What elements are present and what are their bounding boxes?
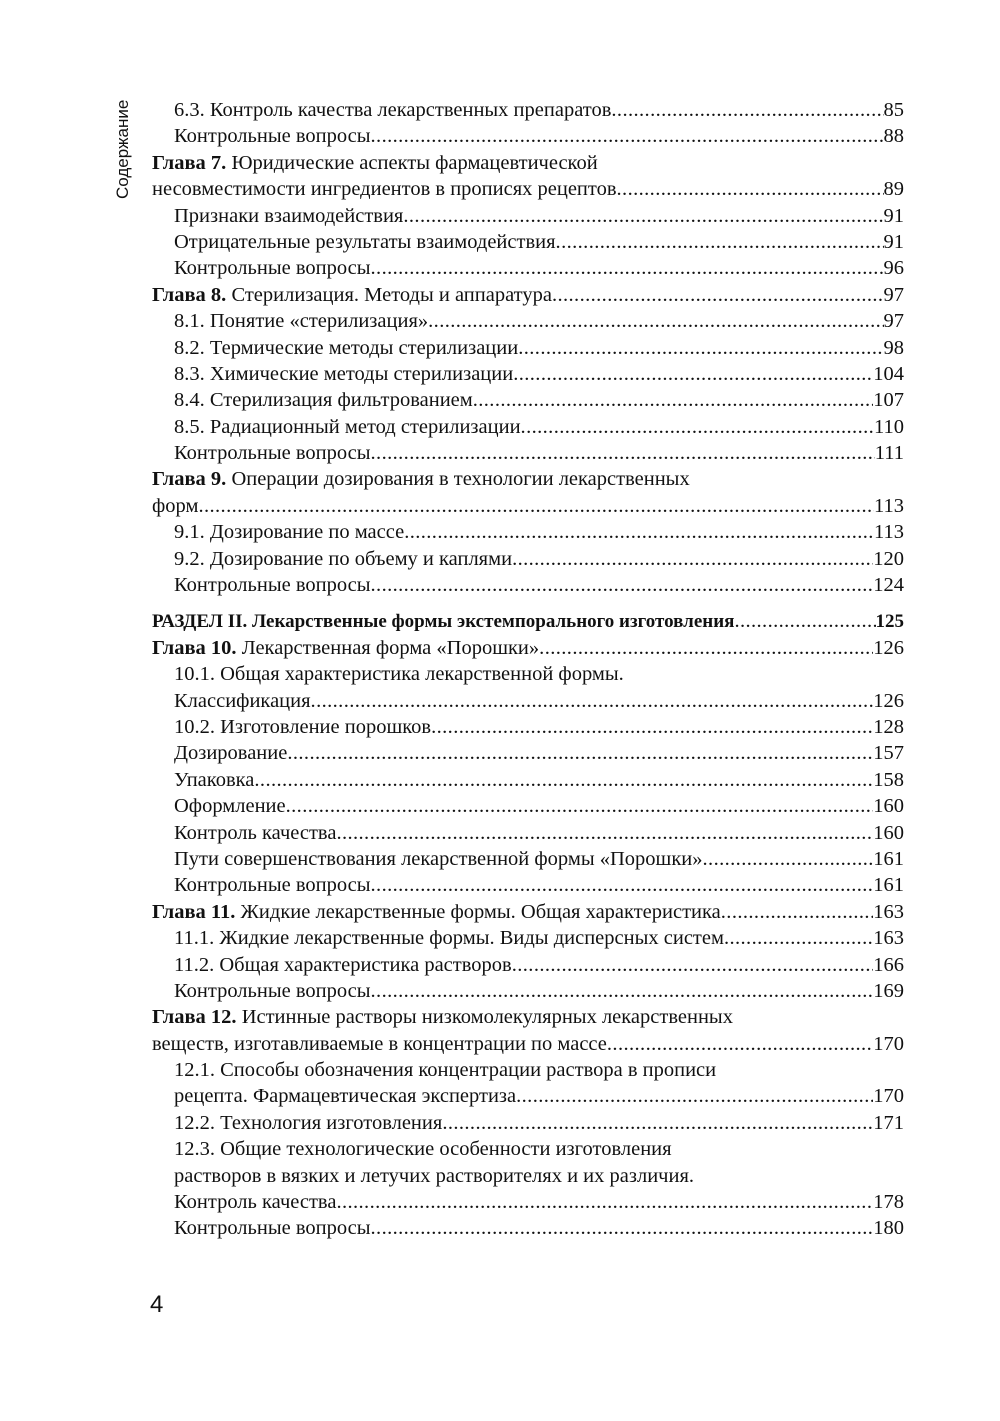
toc-page-number: 170 [873, 1085, 904, 1108]
chapter-label: Глава 8. [152, 283, 227, 306]
toc-entry: 10.2. Изготовление порошков ..... 128 [152, 714, 904, 740]
toc-entry: 12.3. Общие технологические особенности изготовления [174, 1138, 672, 1161]
toc-entry: 11.1. Жидкие лекарственные формы. Виды дисперсных систем ..... 163 [152, 925, 904, 951]
toc-page-number: 120 [873, 547, 904, 570]
toc-page-number: 89 [883, 178, 904, 201]
toc-page-number: 104 [873, 362, 904, 385]
toc-entry: рецепта. Фармацевтическая экспертиза ..... 170 [152, 1083, 904, 1109]
toc-entry: 8.3. Химические методы стерилизации ..... 104 [152, 361, 904, 387]
toc-page-number: 163 [873, 900, 904, 923]
toc-page-number: 180 [873, 1217, 904, 1240]
toc-page-number: 96 [883, 257, 904, 280]
toc-section-heading: РАЗДЕЛ II. Лекарственные формы экстемпорального изготовления ..... 125 [152, 608, 904, 634]
toc-entry: Контроль качества ..... 160 [152, 820, 904, 846]
chapter-label: Глава 11. [152, 900, 236, 923]
toc-page-number: 88 [883, 125, 904, 148]
toc-entry: Контрольные вопросы ..... 96 [152, 255, 904, 281]
toc-entry: несовместимости ингредиентов в прописях рецептов ..... 89 [152, 176, 904, 202]
toc-chapter-heading: Глава 11. Жидкие лекарственные формы. Общая характеристика ..... 163 [152, 899, 904, 925]
toc-page-number: 126 [873, 636, 904, 659]
toc-entry: 8.1. Понятие «стерилизация» ..... 97 [152, 308, 904, 334]
toc-page-number: 110 [874, 415, 904, 438]
toc-entry: Упаковка ..... 158 [152, 767, 904, 793]
toc-page-number: 166 [873, 953, 904, 976]
toc-page-number: 124 [873, 574, 904, 597]
toc-page-number: 128 [873, 715, 904, 738]
toc-entry: Контрольные вопросы ..... 111 [152, 440, 904, 466]
chapter-label: Глава 9. [152, 468, 227, 491]
toc-entry: Контрольные вопросы ..... 88 [152, 123, 904, 149]
toc-page-number: 160 [873, 795, 904, 818]
toc-entry: Контрольные вопросы ..... 180 [152, 1215, 904, 1241]
toc-entry: Классификация ..... 126 [152, 688, 904, 714]
table-of-contents [152, 97, 904, 1242]
toc-entry: Признаки взаимодействия ..... 91 [152, 203, 904, 229]
toc-entry: 11.2. Общая характеристика растворов ..... 166 [152, 952, 904, 978]
toc-entry: 10.1. Общая характеристика лекарственной формы. [174, 663, 624, 686]
running-header-vertical: Содержание [113, 100, 132, 200]
toc-entry: 12.2. Технология изготовления ..... 171 [152, 1110, 904, 1136]
toc-page-number: 170 [873, 1032, 904, 1055]
toc-page-number: 113 [874, 494, 904, 517]
toc-entry: 9.2. Дозирование по объему и каплями ..... 120 [152, 546, 904, 572]
toc-page-number: 107 [873, 389, 904, 412]
chapter-label: Глава 7. [152, 151, 227, 174]
toc-page-number: 126 [873, 689, 904, 712]
toc-page-number: 113 [874, 521, 904, 544]
toc-entry: Контрольные вопросы ..... 169 [152, 978, 904, 1004]
toc-page-number: 97 [883, 283, 904, 306]
toc-page-number: 111 [874, 442, 904, 465]
toc-page-number: 91 [883, 204, 904, 227]
toc-chapter-heading: Глава 8. Стерилизация. Методы и аппаратура ..... 97 [152, 282, 904, 308]
toc-page-number: 157 [873, 742, 904, 765]
toc-page-number: 97 [883, 310, 904, 333]
toc-page-number: 98 [883, 336, 904, 359]
toc-entry: 6.3. Контроль качества лекарственных препаратов ..... 85 [152, 97, 904, 123]
toc-entry: Оформление ..... 160 [152, 793, 904, 819]
toc-chapter-heading: Глава 10. Лекарственная форма «Порошки» ..... 126 [152, 635, 904, 661]
page-number: 4 [150, 1291, 164, 1318]
toc-entry: Отрицательные результаты взаимодействия ..... 91 [152, 229, 904, 255]
toc-entry: Контрольные вопросы ..... 124 [152, 572, 904, 598]
toc-page-number: 85 [883, 99, 904, 121]
toc-page-number: 125 [875, 611, 904, 633]
toc-entry: растворов в вязких и летучих растворителях и их различия. [174, 1164, 694, 1187]
toc-entry: 8.2. Термические методы стерилизации ..... 98 [152, 335, 904, 361]
toc-page-number: 163 [873, 927, 904, 950]
toc-page-number: 178 [873, 1191, 904, 1214]
toc-entry: 8.4. Стерилизация фильтрованием ..... 107 [152, 387, 904, 413]
toc-chapter-heading: Глава 7. Юридические аспекты фармацевтической [152, 151, 598, 174]
toc-entry: форм ..... 113 [152, 493, 904, 519]
toc-entry: веществ, изготавливаемые в концентрации по массе ..... 170 [152, 1031, 904, 1057]
toc-entry: Контроль качества ..... 178 [152, 1189, 904, 1215]
toc-page-number: 160 [873, 821, 904, 844]
toc-page-number: 158 [873, 768, 904, 791]
toc-entry: Пути совершенствования лекарственной формы «Порошки» ..... 161 [152, 846, 904, 872]
toc-chapter-heading: Глава 12. Истинные растворы низкомолекулярных лекарственных [152, 1006, 733, 1029]
toc-entry: 8.5. Радиационный метод стерилизации ..... 110 [152, 414, 904, 440]
toc-page-number: 161 [873, 874, 904, 897]
toc-page-number: 171 [873, 1111, 904, 1134]
toc-entry: 12.1. Способы обозначения концентрации раствора в прописи [174, 1059, 717, 1082]
chapter-label: Глава 12. [152, 1006, 237, 1029]
toc-entry: Контрольные вопросы ..... 161 [152, 872, 904, 898]
toc-page-number: 161 [873, 847, 904, 870]
toc-entry: 9.1. Дозирование по массе ..... 113 [152, 519, 904, 545]
toc-entry: Дозирование ..... 157 [152, 740, 904, 766]
toc-page-number: 169 [873, 979, 904, 1002]
chapter-label: Глава 10. [152, 636, 237, 659]
toc-page-number: 91 [883, 230, 904, 253]
toc-chapter-heading: Глава 9. Операции дозирования в технологии лекарственных [152, 468, 690, 491]
